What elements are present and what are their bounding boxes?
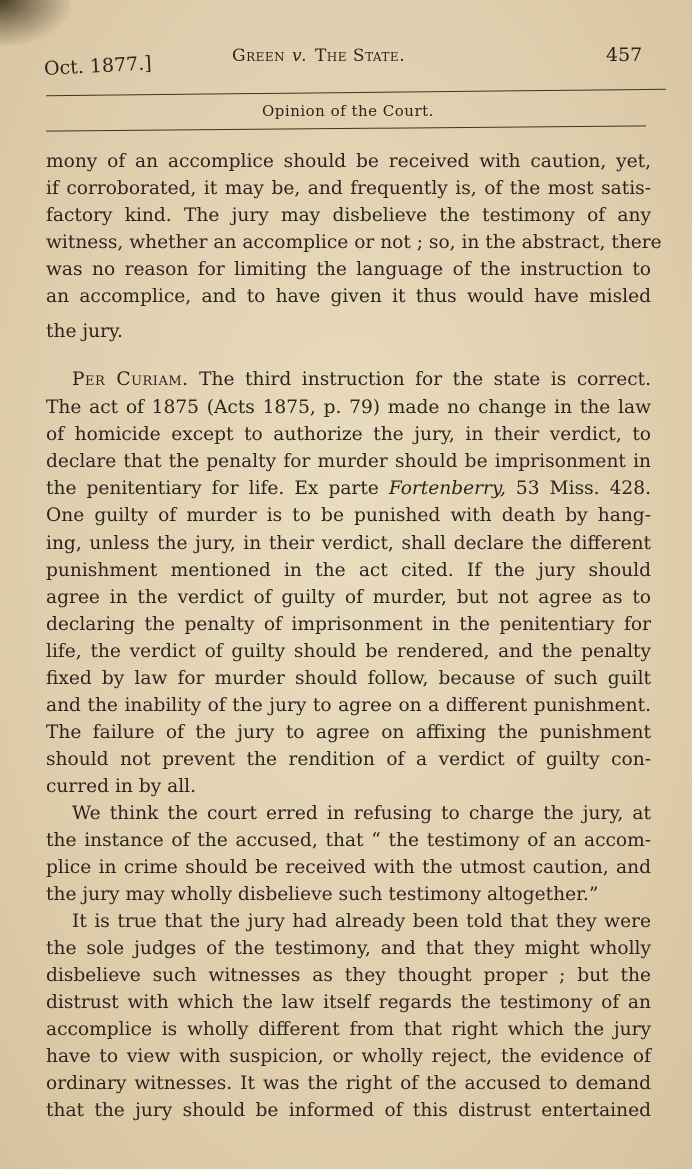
- text-line: curred in by all.: [46, 776, 197, 797]
- case-versus: v.: [292, 46, 309, 66]
- case-citation: Fortenberry,: [388, 478, 506, 499]
- text-line: accomplice is wholly different from that right which the jury: [46, 1019, 651, 1040]
- text-line: declare that the penalty for murder should be imprisonment in: [46, 451, 651, 472]
- per-curiam-label: Per Curiam.: [72, 369, 189, 390]
- text-line: should not prevent the rendition of a verdict of guilty con-: [46, 749, 651, 770]
- text-line: agree in the verdict of guilty of murder, but not agree as to: [46, 587, 651, 608]
- text-line: ing, unless the jury, in their verdict, shall declare the different: [46, 533, 651, 554]
- text-line: ordinary witnesses. It was the right of the accused to demand: [46, 1073, 651, 1094]
- text-line: One guilty of murder is to be punished with death by hang-: [46, 505, 651, 526]
- text-line: of homicide except to authorize the jury, in their verdict, to: [46, 424, 651, 445]
- page-number: 457: [606, 44, 643, 66]
- text-line: plice in crime should be received with the utmost caution, and: [46, 857, 651, 878]
- text-line: witness, whether an accomplice or not ; so, in the abstract, there: [46, 232, 662, 253]
- case-title: [232, 46, 405, 66]
- text-line: was no reason for limiting the language of the instruction to: [46, 259, 651, 280]
- text-line: distrust with which the law itself regards the testimony of an: [46, 992, 651, 1013]
- text-line: that the jury should be informed of this distrust entertained: [46, 1100, 651, 1121]
- case-party-1: Green: [232, 46, 286, 66]
- text-line: and the inability of the jury to agree on a different punishment.: [46, 695, 651, 716]
- text-line: Per Curiam. The third instruction for the state is correct.: [72, 369, 652, 390]
- case-party-2: The State.: [314, 46, 406, 66]
- text-line: life, the verdict of guilty should be rendered, and the penalty: [46, 641, 651, 662]
- text-line: if corroborated, it may be, and frequently is, of the most satis-: [46, 178, 651, 199]
- text-line: The failure of the jury to agree on affixing the punishment: [46, 722, 651, 743]
- text-line: mony of an accomplice should be received with caution, yet,: [46, 151, 651, 172]
- text-line: It is true that the jury had already been told that they were: [72, 911, 651, 932]
- header-date: Oct. 1877.]: [43, 52, 153, 80]
- page-edge-shadow: [0, 0, 70, 45]
- text-line: fixed by law for murder should follow, because of such guilt: [46, 668, 651, 689]
- text-line: We think the court erred in refusing to charge the jury, at: [72, 803, 651, 824]
- text-line: factory kind. The jury may disbelieve the testimony of any: [46, 205, 651, 226]
- section-subheading: Opinion of the Court.: [262, 102, 434, 120]
- text-line: the instance of the accused, that “ the testimony of an accom-: [46, 830, 651, 851]
- text-line: declaring the penalty of imprisonment in the penitentiary for: [46, 614, 651, 635]
- header-rule: [46, 89, 666, 96]
- text-line: punishment mentioned in the act cited. If the jury should: [46, 560, 651, 581]
- text-line: the penitentiary for life. Ex parte Fortenberry, 53 Miss. 428.: [46, 478, 651, 499]
- subheading-rule: [46, 125, 646, 131]
- text-line: have to view with suspicion, or wholly reject, the evidence of: [46, 1046, 651, 1067]
- text-line: an accomplice, and to have given it thus would have misled: [46, 286, 651, 307]
- text-line: the jury.: [46, 321, 123, 342]
- text-line: the jury may wholly disbelieve such testimony altogether.”: [46, 884, 599, 905]
- text-line: the sole judges of the testimony, and that they might wholly: [46, 938, 651, 959]
- text-line: The act of 1875 (Acts 1875, p. 79) made no change in the law: [46, 397, 651, 418]
- text-line: disbelieve such witnesses as they thought proper ; but the: [46, 965, 651, 986]
